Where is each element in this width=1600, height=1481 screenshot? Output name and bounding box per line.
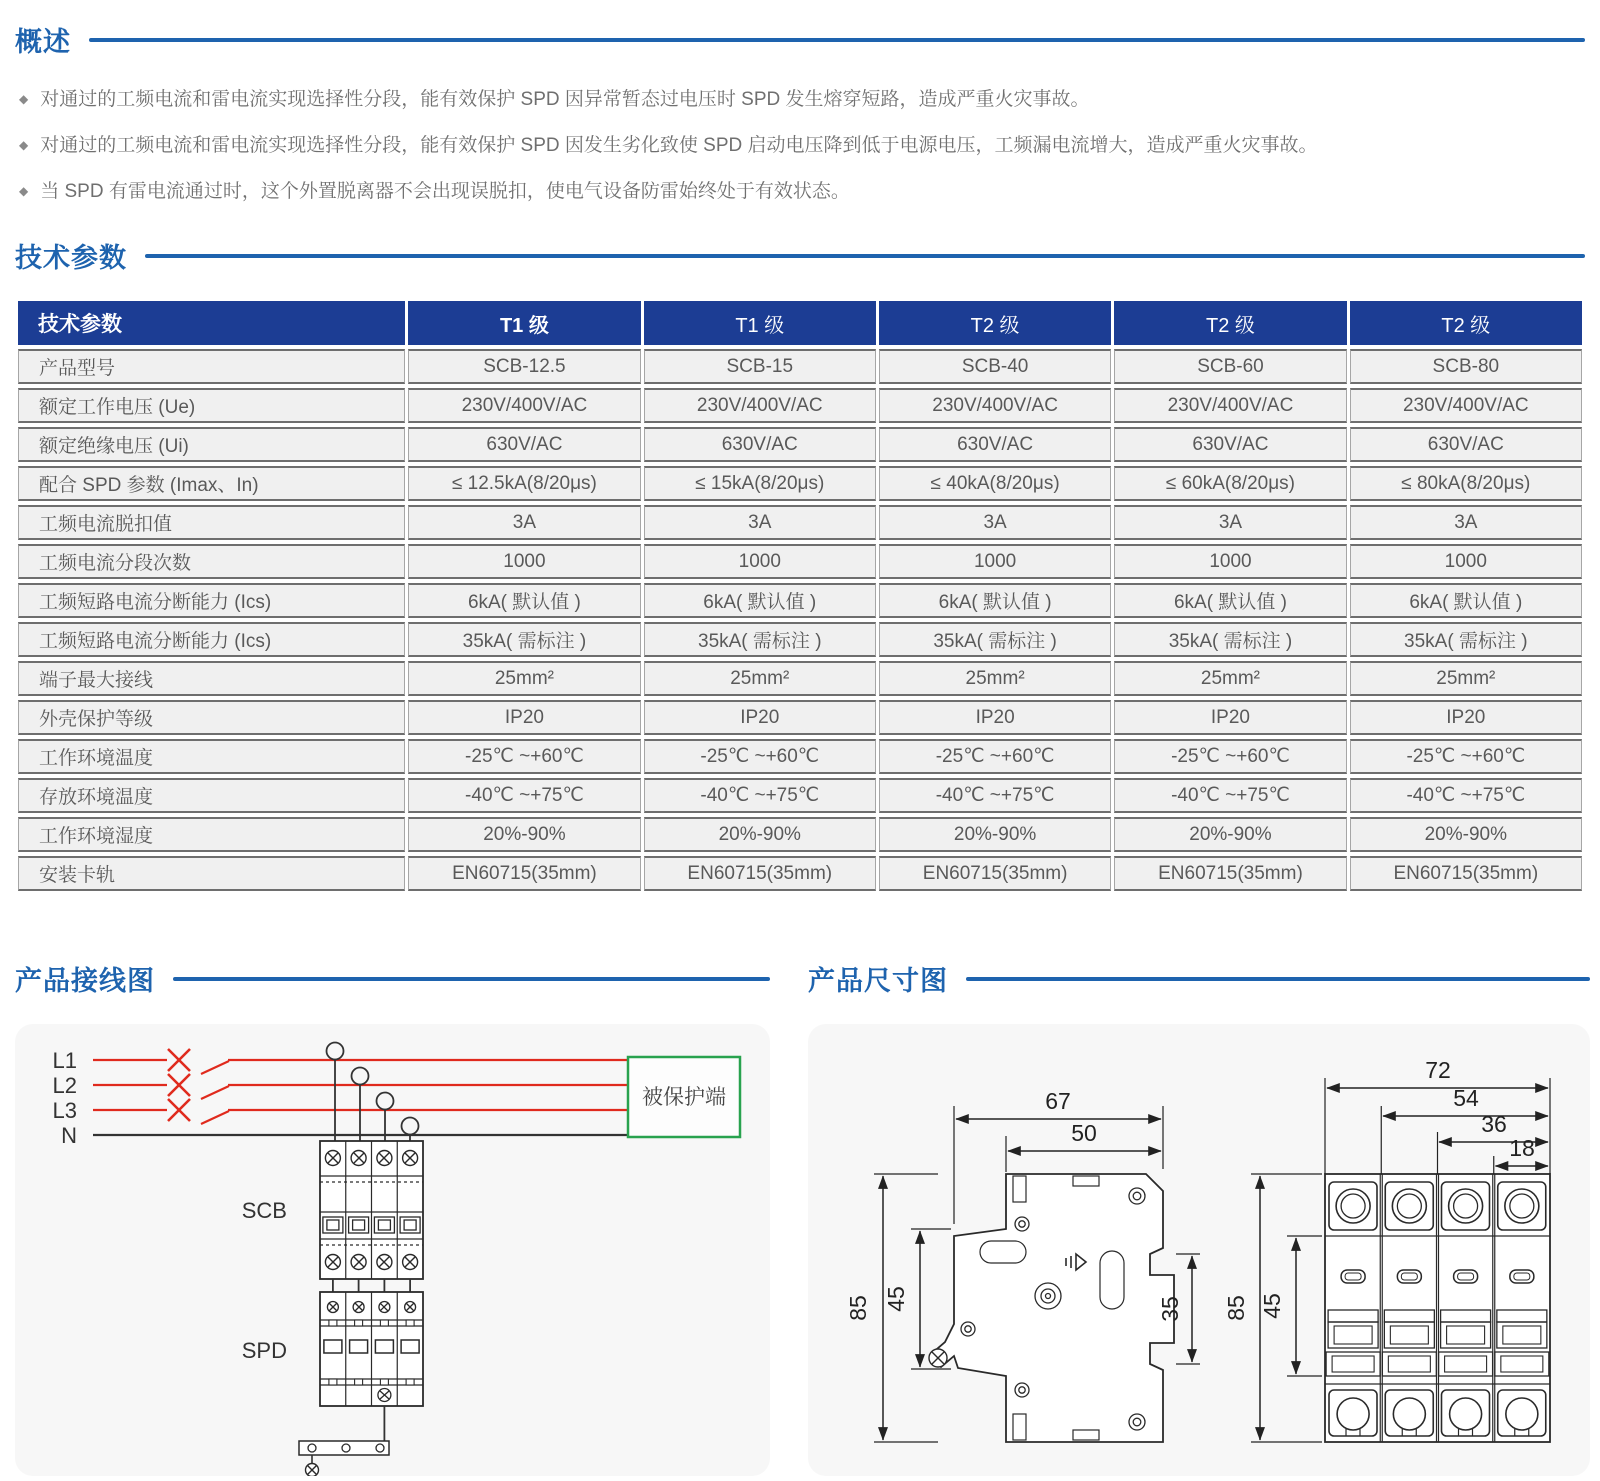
value-cell: 230V/400V/AC [1114, 388, 1346, 423]
table-row [18, 778, 1582, 813]
diamond-bullet-icon: ◆ [19, 138, 29, 152]
overview-bullets [17, 85, 1585, 206]
value-cell: 25mm² [1114, 661, 1346, 696]
value-cell: IP20 [644, 700, 876, 735]
value-cell: 1000 [1114, 544, 1346, 579]
value-cell: 6kA( 默认值 ) [879, 583, 1111, 618]
dimensions-column [808, 959, 1590, 1476]
value-cell: 1000 [408, 544, 640, 579]
table-row [18, 622, 1582, 657]
line-label-n: N [61, 1123, 77, 1148]
value-cell: ≤ 60kA(8/20μs) [1114, 466, 1346, 501]
value-cell: IP20 [1114, 700, 1346, 735]
spd-unit [242, 1292, 423, 1406]
param-cell: 工频短路电流分断能力 (Ics) [18, 583, 405, 618]
value-cell: SCB-15 [644, 349, 876, 384]
value-cell: 3A [408, 505, 640, 540]
table-row [18, 856, 1582, 891]
value-cell: EN60715(35mm) [1114, 856, 1346, 891]
table-row [18, 544, 1582, 579]
value-cell: 630V/AC [879, 427, 1111, 462]
value-cell: IP20 [1350, 700, 1582, 735]
value-cell: 25mm² [644, 661, 876, 696]
latch-screw-icon [929, 1349, 947, 1367]
value-cell: 3A [879, 505, 1111, 540]
value-cell: IP20 [879, 700, 1111, 735]
value-cell: 1000 [1350, 544, 1582, 579]
switch-blade-icon [201, 1111, 229, 1124]
scb-label: SCB [241, 1198, 287, 1223]
value-cell: SCB-80 [1350, 349, 1582, 384]
switch-blade-icon [201, 1061, 229, 1074]
scb-unit [242, 1141, 423, 1279]
value-cell: 6kA( 默认值 ) [1350, 583, 1582, 618]
tech-table-header-cell: T1 级 [644, 301, 876, 345]
tech-section-heading [15, 236, 1585, 275]
param-cell: 额定绝缘电压 (Ui) [18, 427, 405, 462]
tech-table-header-cell: T1 级 [408, 301, 640, 345]
wiring-diagram [15, 1024, 770, 1476]
value-cell: -25℃ ~+60℃ [1350, 739, 1582, 774]
phase-line-l2 [53, 1073, 628, 1099]
svg-text:50: 50 [1071, 1120, 1097, 1146]
value-cell: -25℃ ~+60℃ [1114, 739, 1346, 774]
value-cell: 35kA( 需标注 ) [408, 622, 640, 657]
value-cell: -40℃ ~+75℃ [1114, 778, 1346, 813]
value-cell: ≤ 12.5kA(8/20μs) [408, 466, 640, 501]
value-cell: 1000 [879, 544, 1111, 579]
value-cell: 3A [1114, 505, 1346, 540]
param-cell: 安装卡轨 [18, 856, 405, 891]
overview-title: 概述 [15, 27, 71, 57]
front-view [1223, 1057, 1550, 1442]
value-cell: 6kA( 默认值 ) [644, 583, 876, 618]
tech-heading-rule [145, 254, 1585, 258]
front-dim-18 [1494, 1135, 1548, 1174]
list-item [17, 85, 1585, 114]
value-cell: -40℃ ~+75℃ [644, 778, 876, 813]
overview-section-heading [15, 20, 1585, 59]
tech-title: 技术参数 [15, 243, 127, 273]
svg-text:67: 67 [1045, 1088, 1071, 1114]
value-cell: 230V/400V/AC [408, 388, 640, 423]
svg-text:45: 45 [883, 1286, 909, 1312]
value-cell: EN60715(35mm) [879, 856, 1111, 891]
value-cell: 6kA( 默认值 ) [408, 583, 640, 618]
value-cell: EN60715(35mm) [408, 856, 640, 891]
spd-ground-screw [378, 1389, 391, 1402]
value-cell: SCB-12.5 [408, 349, 640, 384]
ground-icon [306, 1464, 319, 1477]
param-cell: 工频电流脱扣值 [18, 505, 405, 540]
value-cell: 25mm² [1350, 661, 1582, 696]
table-row [18, 388, 1582, 423]
bullet-text: 当 SPD 有雷电流通过时，这个外置脱离器不会出现误脱扣，使电气设备防雷始终处于有效状态。 [40, 181, 850, 202]
svg-text:36: 36 [1481, 1111, 1507, 1137]
side-view [845, 1088, 1200, 1442]
value-cell: -40℃ ~+75℃ [408, 778, 640, 813]
value-cell: 20%-90% [1350, 817, 1582, 852]
tech-table [15, 297, 1585, 895]
spd-label: SPD [241, 1338, 287, 1363]
value-cell: 20%-90% [408, 817, 640, 852]
value-cell: EN60715(35mm) [644, 856, 876, 891]
value-cell: ≤ 40kA(8/20μs) [879, 466, 1111, 501]
svg-text:35: 35 [1157, 1296, 1183, 1322]
value-cell: 35kA( 需标注 ) [1350, 622, 1582, 657]
line-label-l1: L1 [52, 1048, 77, 1073]
svg-text:54: 54 [1453, 1085, 1479, 1111]
tech-table-head [18, 301, 1582, 345]
list-item [17, 177, 1585, 206]
ground-bus [299, 1406, 389, 1476]
dims-panel [808, 1024, 1590, 1476]
value-cell: -25℃ ~+60℃ [644, 739, 876, 774]
protected-box [628, 1057, 740, 1137]
value-cell: -25℃ ~+60℃ [408, 739, 640, 774]
value-cell: 20%-90% [879, 817, 1111, 852]
tech-table-header-cell: T2 级 [1114, 301, 1346, 345]
value-cell: IP20 [408, 700, 640, 735]
param-cell: 额定工作电压 (Ue) [18, 388, 405, 423]
param-cell: 工作环境湿度 [18, 817, 405, 852]
bullet-text: 对通过的工频电流和雷电流实现选择性分段，能有效保护 SPD 因异常暂态过电压时 SPD 发生熔穿短路，造成严重火灾事故。 [40, 89, 1090, 110]
value-cell: 3A [644, 505, 876, 540]
svg-text:85: 85 [845, 1295, 871, 1321]
tap-lines [335, 1060, 410, 1141]
value-cell: 630V/AC [1350, 427, 1582, 462]
value-cell: 230V/400V/AC [1350, 388, 1582, 423]
bottom-section [15, 959, 1585, 1476]
line-label-l3: L3 [52, 1098, 77, 1123]
value-cell: -40℃ ~+75℃ [1350, 778, 1582, 813]
overview-heading-rule [89, 38, 1585, 42]
value-cell: ≤ 15kA(8/20μs) [644, 466, 876, 501]
value-cell: 25mm² [879, 661, 1111, 696]
value-cell: 35kA( 需标注 ) [879, 622, 1111, 657]
value-cell: ≤ 80kA(8/20μs) [1350, 466, 1582, 501]
wiring-column [15, 959, 770, 1476]
value-cell: SCB-40 [879, 349, 1111, 384]
value-cell: 3A [1350, 505, 1582, 540]
value-cell: SCB-60 [1114, 349, 1346, 384]
fuse-x-icon [168, 1099, 190, 1121]
list-item [17, 131, 1585, 160]
side-dim-35 [1157, 1254, 1200, 1364]
param-cell: 工作环境温度 [18, 739, 405, 774]
value-cell: 630V/AC [408, 427, 640, 462]
wiring-panel [15, 1024, 770, 1476]
front-dim-45 [1259, 1236, 1322, 1376]
table-row [18, 505, 1582, 540]
line-label-l2: L2 [52, 1073, 77, 1098]
value-cell: -25℃ ~+60℃ [879, 739, 1111, 774]
diamond-bullet-icon: ◆ [19, 184, 29, 198]
diamond-bullet-icon: ◆ [19, 92, 29, 106]
param-cell: 端子最大接线 [18, 661, 405, 696]
wiring-title: 产品接线图 [15, 966, 155, 996]
wiring-section-heading [15, 959, 770, 998]
table-row [18, 817, 1582, 852]
value-cell: 630V/AC [1114, 427, 1346, 462]
table-row [18, 466, 1582, 501]
svg-text:72: 72 [1425, 1057, 1451, 1083]
side-dim-50 [1006, 1120, 1161, 1172]
param-cell: 产品型号 [18, 349, 405, 384]
value-cell: 20%-90% [644, 817, 876, 852]
tech-table-header-cell: 技术参数 [18, 301, 405, 345]
tech-table-body [18, 349, 1582, 891]
value-cell: 25mm² [408, 661, 640, 696]
dims-section-heading [808, 959, 1590, 998]
table-row [18, 583, 1582, 618]
table-row [18, 427, 1582, 462]
table-row [18, 661, 1582, 696]
value-cell: -40℃ ~+75℃ [879, 778, 1111, 813]
param-cell: 配合 SPD 参数 (Imax、In) [18, 466, 405, 501]
switch-blade-icon [201, 1086, 229, 1099]
value-cell: 1000 [644, 544, 876, 579]
bullet-text: 对通过的工频电流和雷电流实现选择性分段，能有效保护 SPD 因发生劣化致使 SPD 启动电压降到低于电源电压，工频漏电流增大，造成严重火灾事故。 [40, 135, 1318, 156]
table-row [18, 349, 1582, 384]
table-row [18, 739, 1582, 774]
svg-text:18: 18 [1509, 1135, 1535, 1161]
table-row [18, 700, 1582, 735]
value-cell: 35kA( 需标注 ) [1114, 622, 1346, 657]
svg-text:45: 45 [1259, 1293, 1285, 1319]
scb-spd-connectors [333, 1279, 410, 1292]
phase-line-l3 [53, 1098, 628, 1124]
tech-table-header-cell: T2 级 [879, 301, 1111, 345]
dims-heading-rule [966, 977, 1590, 981]
value-cell: 630V/AC [644, 427, 876, 462]
node-circles [327, 1043, 419, 1135]
param-cell: 工频电流分段次数 [18, 544, 405, 579]
param-cell: 外壳保护等级 [18, 700, 405, 735]
value-cell: 230V/400V/AC [879, 388, 1111, 423]
value-cell: 6kA( 默认值 ) [1114, 583, 1346, 618]
svg-text:85: 85 [1223, 1295, 1249, 1321]
fuse-x-icon [168, 1049, 190, 1071]
dims-title: 产品尺寸图 [808, 966, 948, 996]
param-cell: 工频短路电流分断能力 (Ics) [18, 622, 405, 657]
value-cell: EN60715(35mm) [1350, 856, 1582, 891]
value-cell: 230V/400V/AC [644, 388, 876, 423]
wiring-heading-rule [173, 977, 770, 981]
value-cell: 20%-90% [1114, 817, 1346, 852]
value-cell: 35kA( 需标注 ) [644, 622, 876, 657]
param-cell: 存放环境温度 [18, 778, 405, 813]
tech-table-header-cell: T2 级 [1350, 301, 1582, 345]
dimension-diagram [808, 1024, 1590, 1476]
protected-label: 被保护端 [642, 1086, 726, 1109]
fuse-x-icon [168, 1074, 190, 1096]
